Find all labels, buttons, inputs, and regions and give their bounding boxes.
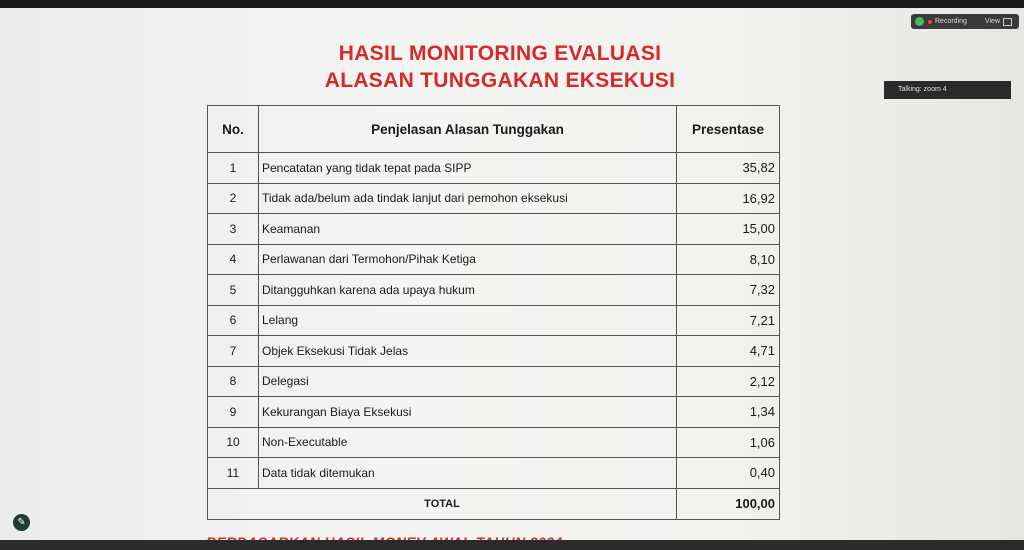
table-row: [208, 305, 780, 336]
view-layout-icon[interactable]: [1003, 18, 1012, 26]
zoom-recording-bar: [911, 14, 1019, 29]
presentation-slide: [0, 8, 1024, 547]
header-reason: Penjelasan Alasan Tunggakan: [259, 106, 677, 153]
row-no: 1: [208, 153, 259, 184]
row-reason: Ditangguhkan karena ada upaya hukum: [259, 275, 677, 306]
row-percent: 4,71: [677, 336, 780, 367]
table-row: [208, 366, 780, 397]
row-percent: 35,82: [677, 153, 780, 184]
total-value: 100,00: [677, 488, 780, 519]
row-percent: 0,40: [677, 458, 780, 489]
table-row: [208, 153, 780, 184]
table-row: [208, 458, 780, 489]
table-row: [208, 397, 780, 428]
view-button[interactable]: View: [984, 18, 1000, 25]
row-percent: 15,00: [677, 214, 780, 245]
row-reason: Non-Executable: [259, 427, 677, 458]
row-no: 4: [208, 244, 259, 275]
table-row: [208, 244, 780, 275]
table-row: [208, 427, 780, 458]
row-reason: Delegasi: [259, 366, 677, 397]
row-no: 5: [208, 275, 259, 306]
window-bottom-bar: [0, 540, 1024, 547]
annotate-pencil-icon[interactable]: ✎: [13, 514, 30, 531]
row-no: 3: [208, 214, 259, 245]
table-header-row: [208, 106, 780, 153]
slide-title-line-1: HASIL MONITORING EVALUASI: [338, 42, 662, 65]
row-percent: 2,12: [677, 366, 780, 397]
row-percent: 1,34: [677, 397, 780, 428]
table-row: [208, 214, 780, 245]
recording-dot-icon: [928, 20, 932, 24]
header-no: No.: [208, 106, 259, 153]
row-reason: Objek Eksekusi Tidak Jelas: [259, 336, 677, 367]
shield-check-icon: [915, 17, 924, 26]
talking-indicator: Talking: zoom 4: [884, 81, 1011, 99]
row-no: 6: [208, 305, 259, 336]
row-no: 2: [208, 183, 259, 214]
row-reason: Pencatatan yang tidak tepat pada SIPP: [259, 153, 677, 184]
row-percent: 7,32: [677, 275, 780, 306]
row-reason: Tidak ada/belum ada tindak lanjut dari pemohon eksekusi: [259, 183, 677, 214]
row-reason: Perlawanan dari Termohon/Pihak Ketiga: [259, 244, 677, 275]
row-reason: Lelang: [259, 305, 677, 336]
slide-title-line-2: ALASAN TUNGGAKAN EKSEKUSI: [324, 69, 676, 92]
recording-label: Recording: [935, 18, 967, 25]
row-no: 7: [208, 336, 259, 367]
row-percent: 16,92: [677, 183, 780, 214]
arrears-reason-table: [207, 105, 780, 520]
row-no: 10: [208, 427, 259, 458]
row-no: 11: [208, 458, 259, 489]
total-label: TOTAL: [208, 488, 677, 519]
header-percent: Presentase: [677, 106, 780, 153]
row-percent: 8,10: [677, 244, 780, 275]
row-no: 8: [208, 366, 259, 397]
table-row: [208, 336, 780, 367]
row-reason: Kekurangan Biaya Eksekusi: [259, 397, 677, 428]
table-total-row: [208, 488, 780, 519]
row-no: 9: [208, 397, 259, 428]
row-percent: 1,06: [677, 427, 780, 458]
row-percent: 7,21: [677, 305, 780, 336]
row-reason: Data tidak ditemukan: [259, 458, 677, 489]
window-top-bar: [0, 0, 1024, 8]
table-row: [208, 183, 780, 214]
row-reason: Keamanan: [259, 214, 677, 245]
table-row: [208, 275, 780, 306]
